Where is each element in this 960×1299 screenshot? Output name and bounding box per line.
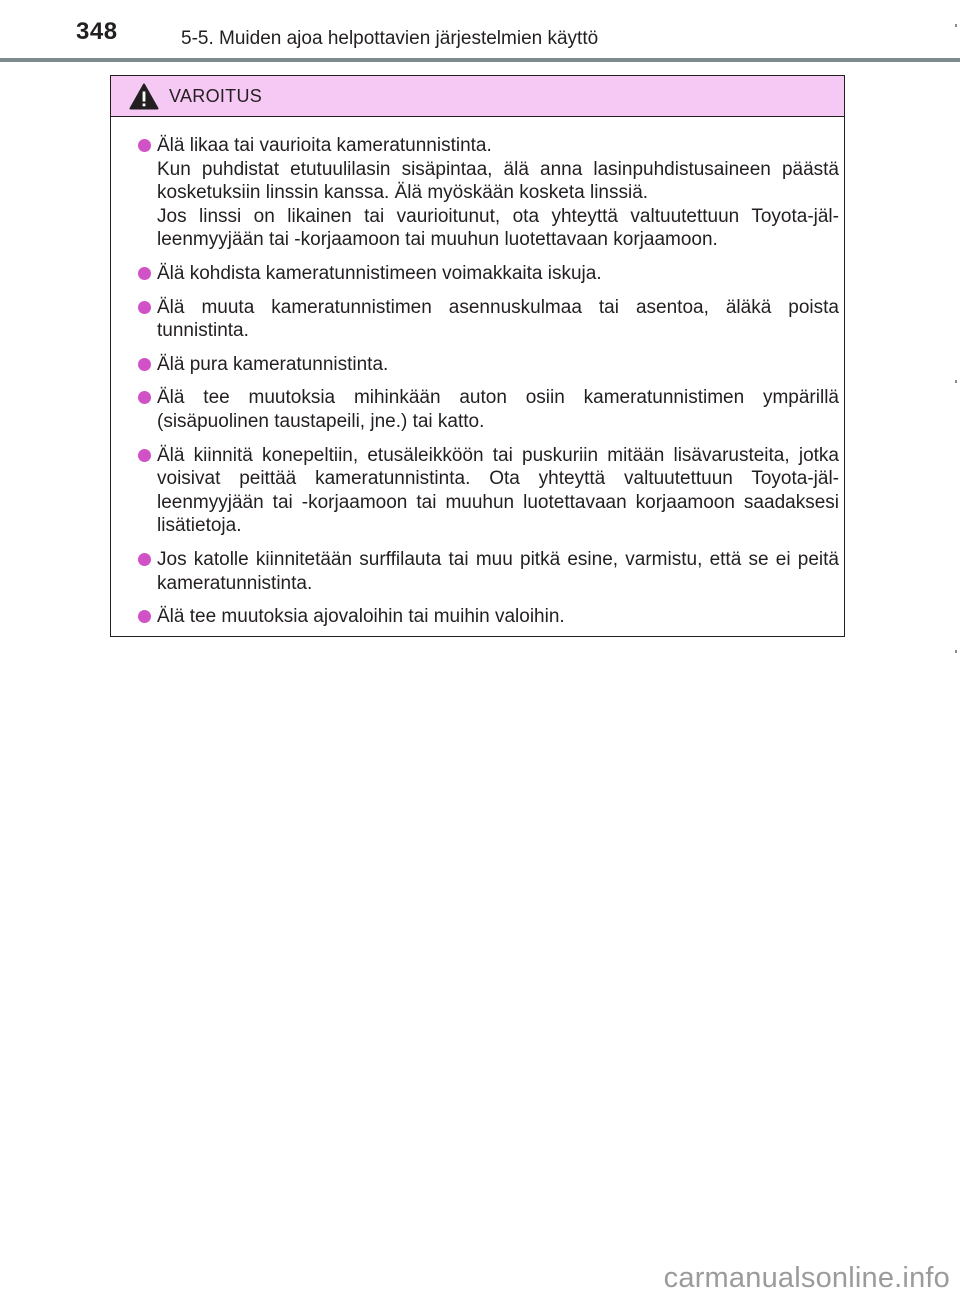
warning-item [138,386,839,433]
page-number: 348 [76,18,118,45]
warning-item-text: Älä kohdista kameratunnistimeen voimakkaita iskuja. [157,262,602,284]
bullet-icon [138,610,151,623]
warning-item-text: Älä likaa tai vaurioita kameratunnistinta. [157,135,492,156]
crop-mark [955,24,957,27]
watermark: carmanualsonline.info [663,1262,950,1294]
warning-item-text: Älä tee muutoksia ajovaloihin tai muihin valoihin. [157,606,565,628]
warning-item-text: Älä muuta kameratunnistimen asennuskulmaa tai asentoa, äläkä poista tunnistinta. [157,296,839,342]
warning-item [138,296,839,343]
bullet-icon [138,139,151,152]
warning-title: VAROITUS [169,86,263,106]
warning-item [138,605,839,629]
warning-item-text: Älä tee muutoksia mihinkään auton osiin kameratunnistimen ympärillä (sisäpuolinen taustapeili, jne.) tai katto. [157,387,839,432]
warning-item [138,548,839,595]
section-title: 5-5. Muiden ajoa helpottavien järjestelmien käyttö [181,28,599,49]
crop-mark [955,650,957,653]
warning-item [138,134,839,252]
warning-item-text: Jos katolle kiinnitetään surffilauta tai muu pitkä esine, varmistu, että se ei peitä kameratunnistinta. [157,548,839,594]
bullet-icon [138,301,151,314]
warning-item-text: Älä pura kameratunnistinta. [157,353,389,375]
warning-item-text: Älä kiinnitä konepeltiin, etusäleikköön tai puskuriin mitään lisävarusteita, jotka voisivat peittää kameratunnistinta. Ota yhteyttä valtuutettuun Toyota-jälleenmyyjään tai -korjaamoon tai muuhun luotettavaan korjaamoon saadaksesi lisätietoja. [157,444,839,537]
warning-item [138,262,839,286]
warning-triangle-icon [129,83,159,110]
warning-item-text: Kun puhdistat etutuulilasin sisäpintaa, älä anna lasinpuhdistusaineen päästä kosketuksiin linssin kanssa. Älä myöskään kosketa linssiä. [157,158,839,204]
warning-item [138,444,839,538]
bullet-icon [138,449,151,462]
header-rule [0,58,960,62]
bullet-icon [138,358,151,371]
warning-header [111,76,844,117]
warning-box [110,75,845,637]
bullet-icon [138,553,151,566]
warning-item [138,353,839,377]
crop-mark [955,380,957,383]
bullet-icon [138,267,151,280]
warning-list [138,134,839,639]
warning-item-text: Jos linssi on likainen tai vaurioitunut, ota yhteyttä valtuutettuun Toyota-jälleenmyyjään tai -korjaamoon tai muuhun luotettavaan korjaamoon. [157,205,839,251]
bullet-icon [138,391,151,404]
